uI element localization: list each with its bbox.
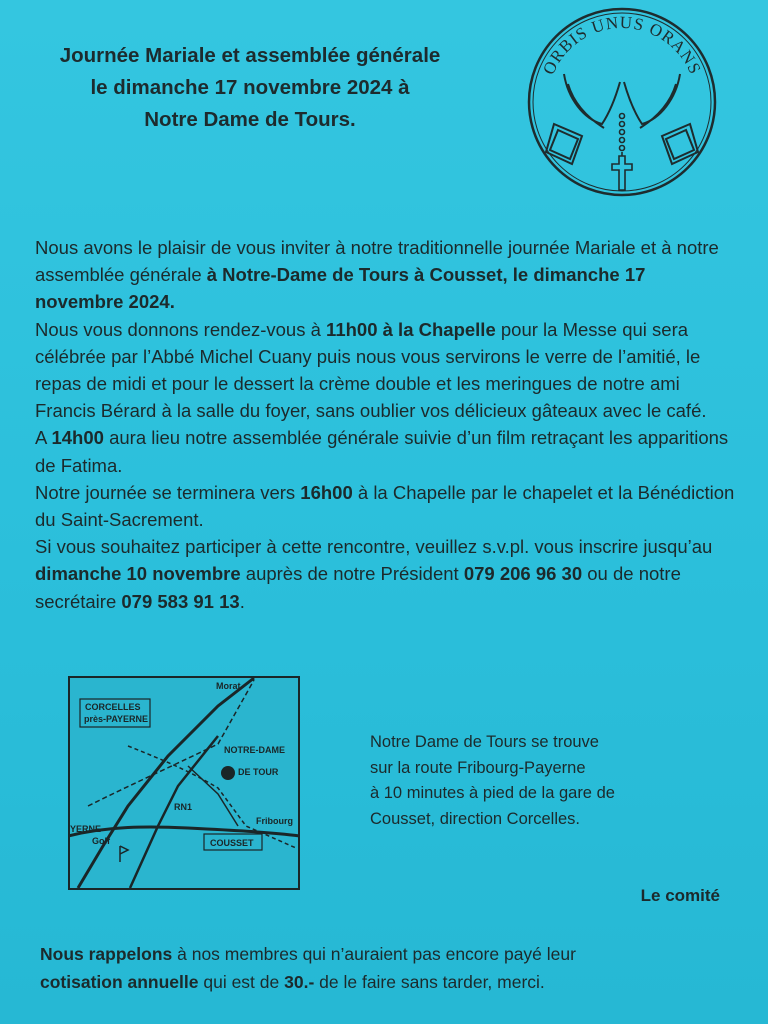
reminder-line-2: [40, 968, 740, 996]
bold-end-time: 16h00: [300, 481, 353, 503]
text-span: à la Chapelle par le chapelet et la Bénédiction du Saint-Sacrement.: [35, 481, 735, 531]
title-line-1: Journée Mariale et assemblée générale: [59, 44, 441, 67]
map-label-notre-dame: NOTRE-DAME: [224, 745, 285, 755]
map-label-golf: Golf: [92, 836, 110, 846]
paragraph-closing: [35, 479, 735, 533]
paragraph-mass: [35, 316, 735, 425]
svg-text:ORBIS UNUS ORANS: [539, 13, 705, 78]
map-label-de-tour: DE TOUR: [238, 767, 279, 777]
bold-deadline: dimanche 10 novembre: [35, 563, 241, 585]
directions-line-3: à 10 minutes à pied de la gare de: [370, 784, 615, 802]
map-label-payerne: YERNE: [70, 824, 102, 834]
directions-line-4: Cousset, direction Corcelles.: [370, 809, 581, 828]
orbis-unus-orans-logo: [524, 4, 720, 200]
text-span: A: [35, 427, 52, 449]
text-span: qui est de: [198, 972, 285, 992]
invitation-body: [35, 234, 735, 615]
notre-dame-marker: [221, 766, 235, 780]
text-span: Nous vous donnons rendez-vous à: [35, 318, 327, 340]
map-label-rn1: RN1: [174, 802, 193, 812]
president-phone: 079 206 96 30: [463, 563, 583, 585]
bold-mass-time: 11h00 à la Chapelle: [326, 318, 496, 340]
paragraph-invitation: [35, 234, 735, 316]
directions-line-1: Notre Dame de Tours se trouve: [370, 733, 599, 751]
rosary-cross-icon: [612, 114, 632, 191]
text-span: ou de notre secrétaire: [35, 563, 681, 612]
text-span: pour la Messe qui sera célébrée par l’Abbé Michel Cuany puis nous vous servirons le verre de l’amitié, le repas de midi et pour le dessert la crème double et les meringues de notre ami Francis Bérard à la salle du foyer, sans oublier vos délicieux gâteaux avec le café.: [35, 318, 707, 422]
location-map: [68, 676, 300, 890]
title-line-2: le dimanche 17 novembre 2024 à: [90, 76, 410, 99]
bold-annual-fee: cotisation annuelle: [40, 972, 199, 992]
text-span: à nos membres qui n’auraient pas encore payé leur: [172, 944, 576, 964]
text-span: Si vous souhaitez participer à cette rencontre, veuillez s.v.pl. vous inscrire jusqu’au: [35, 536, 713, 558]
secretary-phone: 079 583 91 13: [121, 590, 240, 612]
reminder-line-1: [40, 940, 740, 968]
text-span: de le faire sans tarder, merci.: [314, 972, 545, 992]
title-line-3: Notre Dame de Tours.: [144, 108, 356, 131]
map-label-pres-payerne: près-PAYERNE: [84, 714, 149, 724]
directions-line-2: sur la route Fribourg-Payerne: [370, 758, 586, 777]
bold-reminder: Nous rappelons: [40, 944, 173, 964]
map-label-fribourg: Fribourg: [256, 816, 293, 826]
text-span: Nous avons le plaisir de vous inviter à notre traditionnelle journée Mariale et à notre assemblée générale: [35, 237, 719, 286]
text-span: auprès de notre Président: [240, 563, 464, 585]
committee-signature: Le comité: [640, 886, 720, 905]
text-span: aura lieu notre assemblée générale suivie d’un film retraçant les apparitions de Fatima.: [35, 427, 729, 476]
bold-assembly-time: 14h00: [51, 427, 104, 449]
map-label-corcelles: CORCELLES: [85, 702, 141, 712]
paragraph-registration: [35, 533, 735, 615]
location-directions: [370, 730, 670, 832]
text-span: .: [239, 590, 245, 612]
map-label-morat: Morat: [216, 681, 241, 691]
event-title: [20, 40, 480, 136]
fee-amount: 30.-: [284, 972, 315, 992]
map-label-cousset: COUSSET: [210, 838, 254, 848]
bold-location-date: à Notre-Dame de Tours à Cousset, le dimanche 17 novembre 2024.: [35, 264, 646, 313]
paragraph-assembly: [35, 424, 735, 478]
text-span: Notre journée se terminera vers: [35, 481, 301, 503]
membership-reminder: [40, 940, 740, 996]
logo-motto: ORBIS UNUS ORANS: [539, 12, 706, 78]
